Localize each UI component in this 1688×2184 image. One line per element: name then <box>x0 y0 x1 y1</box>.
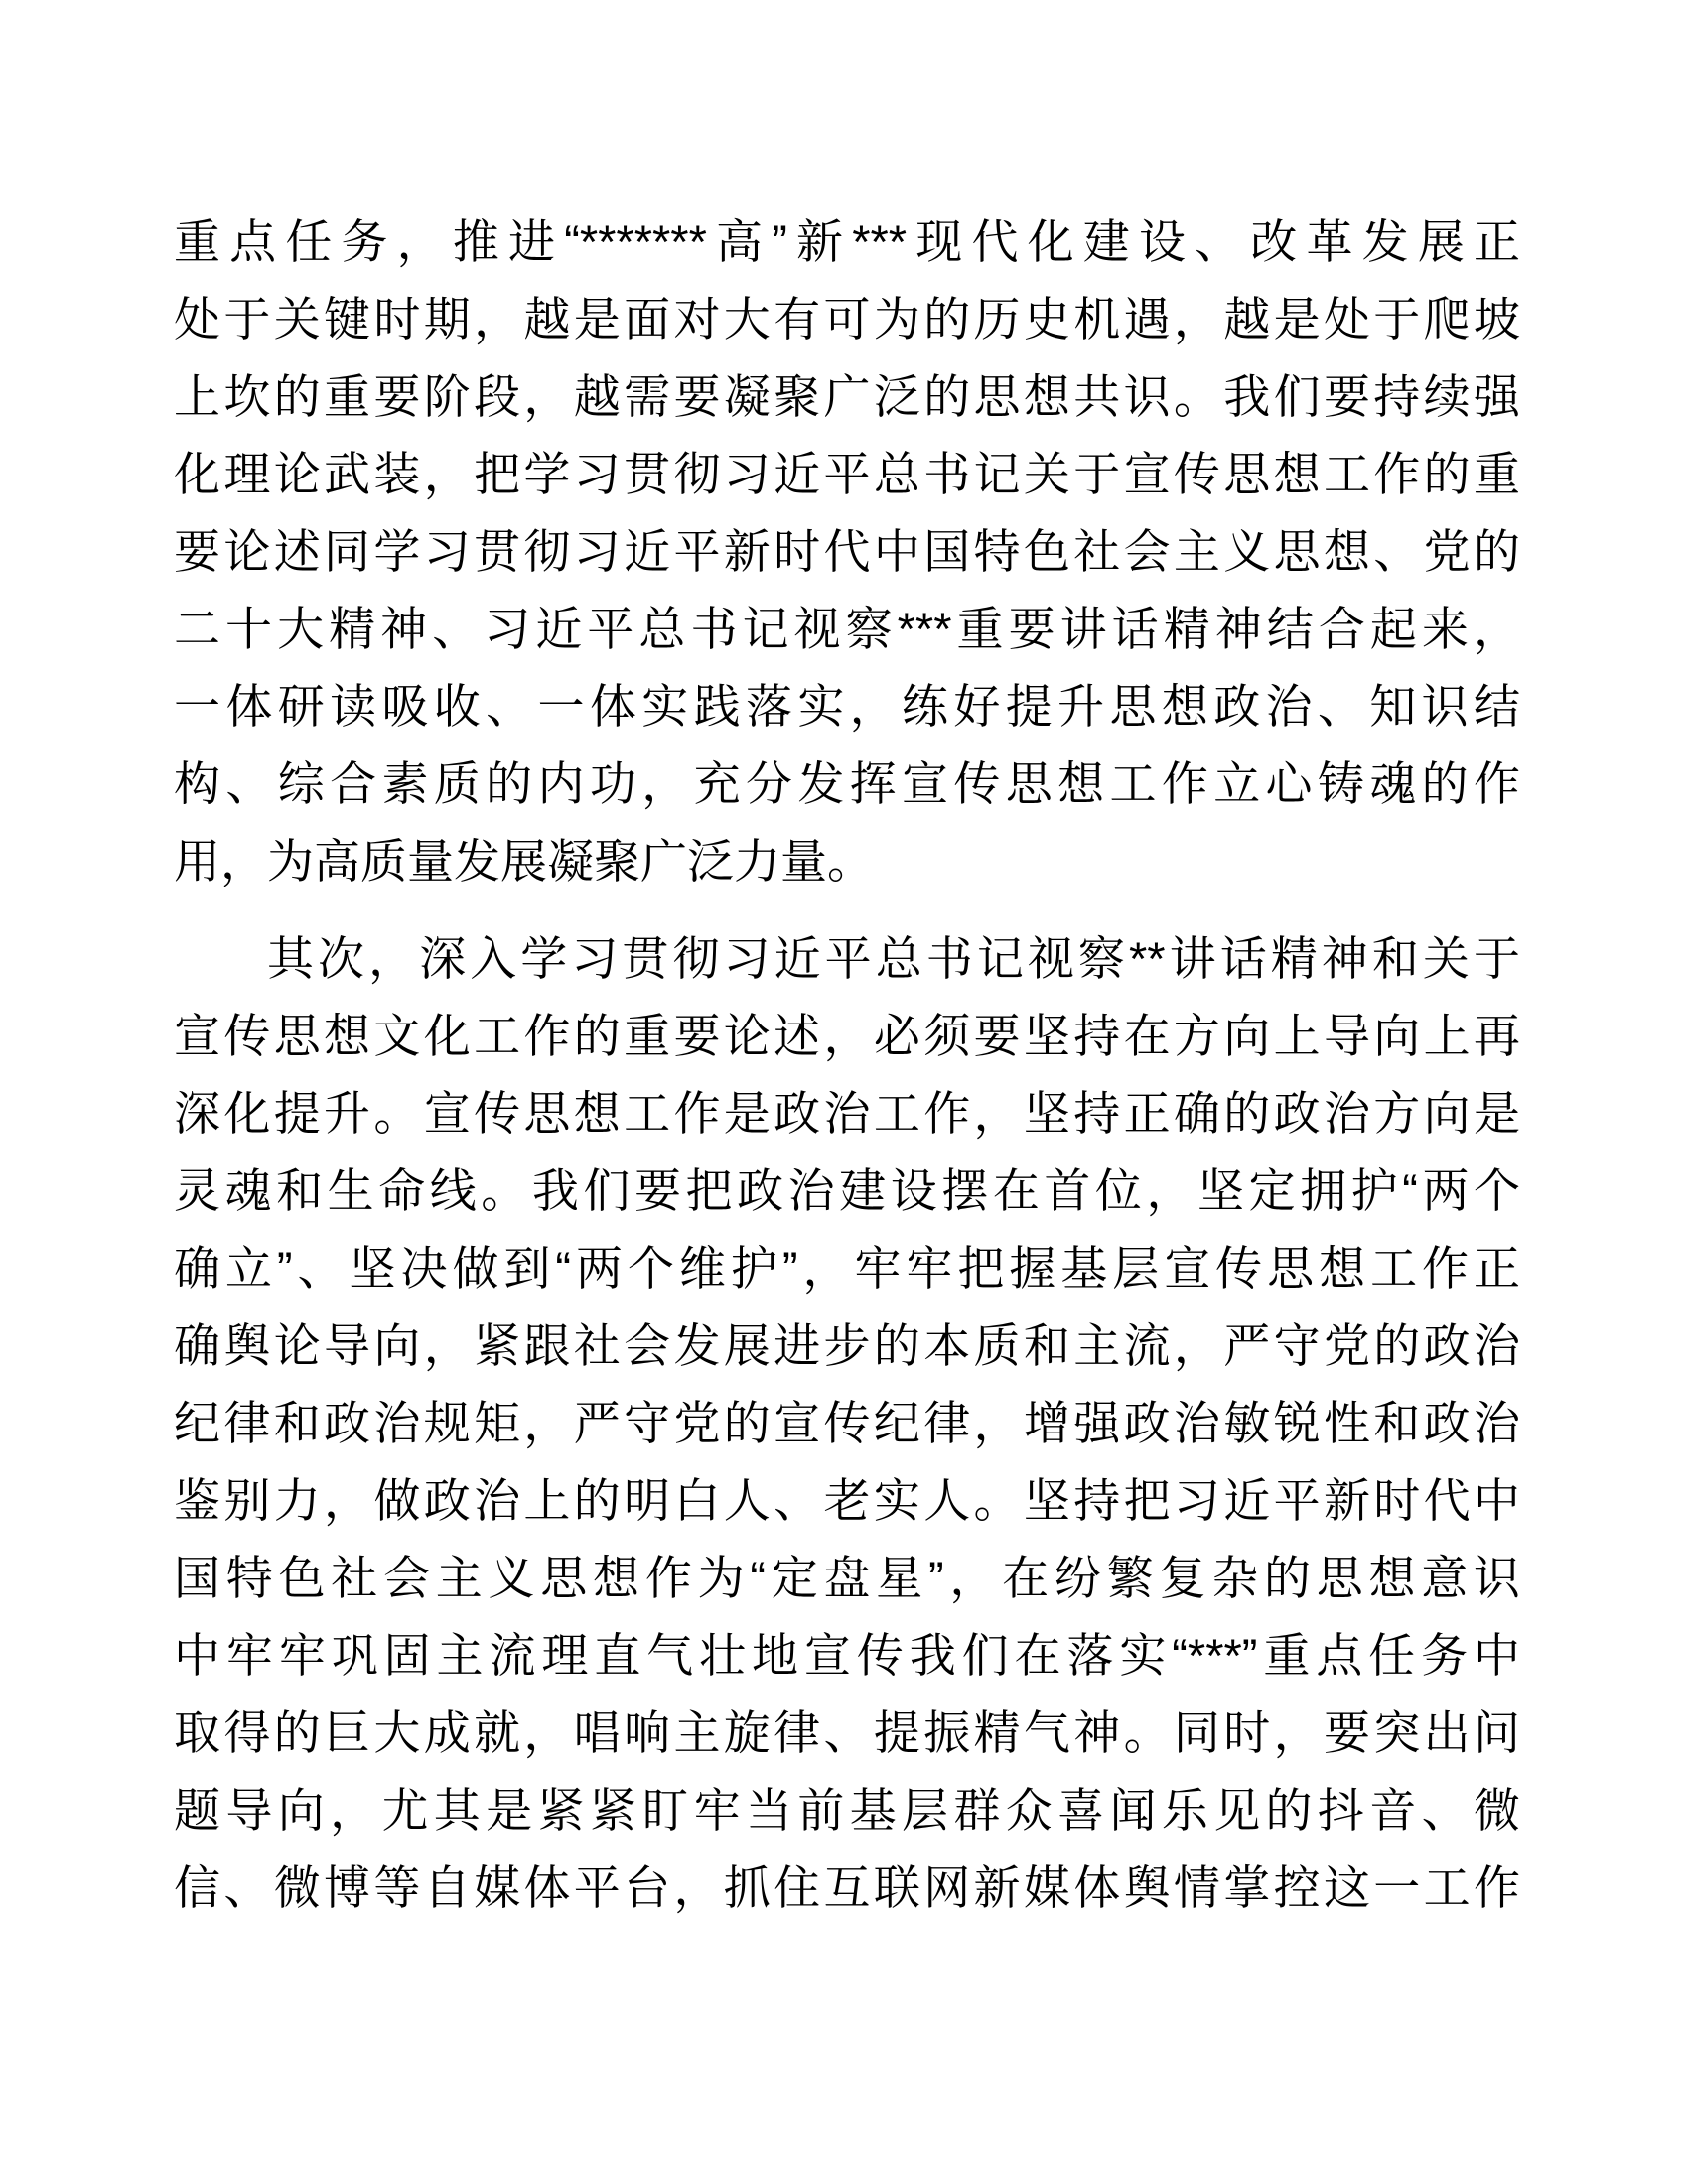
text-line: 二十大精神、习近平总书记视察***重要讲话精神结合起来， <box>174 603 1520 655</box>
text-line: 用，为高质量发展凝聚广泛力量。 <box>174 835 874 887</box>
text-line: 取得的巨大成就，唱响主旋律、提振精气神。同时，要突出问 <box>174 1706 1520 1759</box>
text-line: 重点任务，推进“*******高”新***现代化建设、改革发展正 <box>174 215 1520 268</box>
text-line: 确舆论导向，紧跟社会发展进步的本质和主流，严守党的政治 <box>174 1319 1520 1372</box>
paragraph-1 <box>174 204 1520 900</box>
text-line: 中牢牢巩固主流理直气壮地宣传我们在落实“***”重点任务中 <box>174 1629 1520 1682</box>
text-line: 深化提升。宣传思想工作是政治工作，坚持正确的政治方向是 <box>174 1087 1520 1140</box>
text-line: 要论述同学习贯彻习近平新时代中国特色社会主义思想、党的 <box>174 525 1520 578</box>
text-line: 国特色社会主义思想作为“定盘星”，在纷繁复杂的思想意识 <box>174 1552 1520 1604</box>
text-line: 宣传思想文化工作的重要论述，必须要坚持在方向上导向上再 <box>174 1010 1520 1062</box>
text-line: 灵魂和生命线。我们要把政治建设摆在首位，坚定拥护“两个 <box>174 1164 1520 1217</box>
text-line: 其次，深入学习贯彻习近平总书记视察**讲话精神和关于 <box>267 932 1520 985</box>
text-line: 构、综合素质的内功，充分发挥宣传思想工作立心铸魂的作 <box>174 757 1520 810</box>
text-line: 纪律和政治规矩，严守党的宣传纪律，增强政治敏锐性和政治 <box>174 1397 1520 1449</box>
text-line: 处于关键时期，越是面对大有可为的历史机遇，越是处于爬坡 <box>174 293 1520 345</box>
text-line: 一体研读吸收、一体实践落实，练好提升思想政治、知识结 <box>174 680 1520 733</box>
paragraph-2 <box>174 920 1520 1927</box>
document-body-text <box>174 204 1520 1927</box>
text-line: 题导向，尤其是紧紧盯牢当前基层群众喜闻乐见的抖音、微 <box>174 1784 1520 1837</box>
text-line: 化理论武装，把学习贯彻习近平总书记关于宣传思想工作的重 <box>174 448 1520 500</box>
text-line: 鉴别力，做政治上的明白人、老实人。坚持把习近平新时代中 <box>174 1474 1520 1527</box>
text-line: 确立”、坚决做到“两个维护”，牢牢把握基层宣传思想工作正 <box>174 1242 1520 1295</box>
text-line: 上坎的重要阶段，越需要凝聚广泛的思想共识。我们要持续强 <box>174 370 1520 423</box>
text-line: 信、微博等自媒体平台，抓住互联网新媒体舆情掌控这一工作 <box>174 1861 1520 1914</box>
